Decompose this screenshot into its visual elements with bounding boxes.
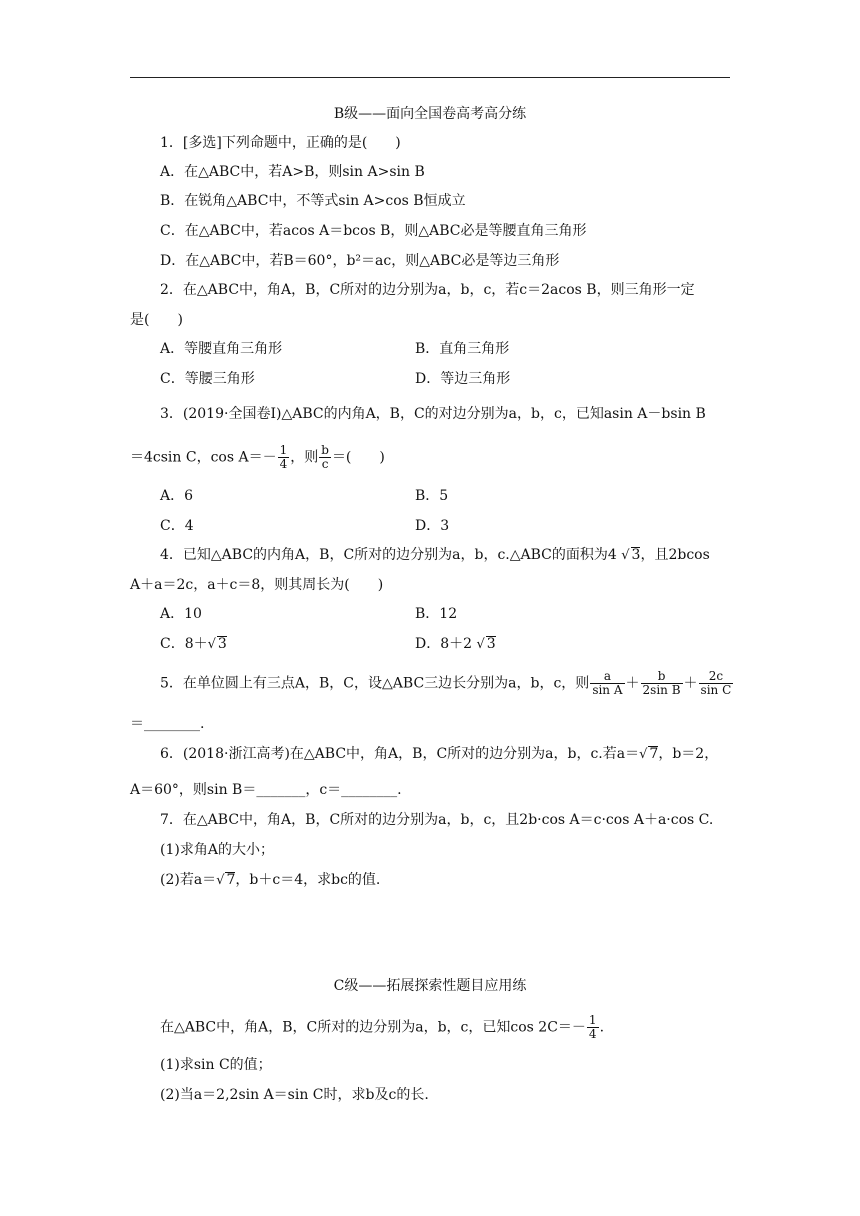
- q5-frac3-num: 2c: [699, 670, 734, 684]
- section-c-title: C级——拓展探索性题目应用练: [333, 978, 527, 994]
- section-c-frac-den: 4: [588, 1027, 597, 1041]
- q3-frac-den: 4: [279, 457, 288, 471]
- q6-stem-line1: 6．(2018·浙江高考)在△ABC中，角A，B，C所对的边分别为a，b，c.若a＝√ 7，b＝2，: [160, 746, 719, 762]
- q4-text-a: 4．已知△ABC的内角A，B，C所对的边分别为a，b，c.△ABC的面积为4: [160, 547, 617, 563]
- q4-option-d-text: D．8＋2: [415, 636, 473, 652]
- q4-option-c-text: C．8＋: [160, 636, 208, 652]
- q6-stem-line2: A＝60°，则sin B＝_______，c＝________.: [130, 782, 402, 798]
- q1-option-b: B．在锐角△ABC中，不等式sin A>cos B恒成立: [160, 193, 466, 209]
- q3-text-b: ，则: [290, 449, 319, 466]
- q5-frac3-den: sin C: [700, 683, 732, 697]
- q4-option-b: B．12: [415, 606, 458, 622]
- q3-option-a: A．6: [160, 488, 194, 504]
- q4-text-b: ，且2bcos: [640, 547, 710, 563]
- q2-option-a: A．等腰直角三角形: [160, 341, 283, 357]
- q3-frac-num: 1: [279, 443, 288, 457]
- q5-frac2: [641, 670, 683, 697]
- q3-fraction: [278, 444, 290, 471]
- q5-frac1-den: sin A: [592, 683, 623, 697]
- q5-frac1: [590, 670, 624, 697]
- section-b-title: B级——面向全国卷高考高分练: [333, 106, 527, 122]
- q2-option-d: D．等边三角形: [415, 371, 511, 387]
- q5-frac1-num: a: [590, 670, 624, 684]
- q1-option-d: D．在△ABC中，若B＝60°，b²＝ac，则△ABC必是等边三角形: [160, 253, 560, 269]
- q1-option-a: A．在△ABC中，若A>B，则sin A>sin B: [160, 164, 425, 180]
- q4-option-d-sqrt: 3: [486, 636, 496, 652]
- q7-part2-text-a: (2)若a＝: [160, 872, 217, 888]
- q6-text-b: ，b＝2，: [658, 746, 719, 762]
- q5-frac3: [699, 670, 734, 697]
- section-c-frac-num: 1: [588, 1013, 597, 1027]
- section-c-text-a: 在△ABC中，角A，B，C所对的边分别为a，b，c，已知cos 2C＝－: [160, 1019, 586, 1036]
- q7-part2-sqrt: 7: [226, 872, 236, 888]
- q4-option-d: D．8＋2 √ 3: [415, 636, 496, 652]
- q4-stem-line2: A＋a＝2c，a＋c＝8，则其周长为( ): [130, 577, 384, 593]
- q3-option-c: C．4: [160, 518, 194, 534]
- q3-fraction-bc: [319, 444, 331, 471]
- q7-part2-text-b: ，b＋c＝4，求bc的值.: [235, 872, 381, 888]
- q4-stem-line1: 4．已知△ABC的内角A，B，C所对的边分别为a，b，c.△ABC的面积为4 √ 3，且2bcos: [160, 547, 710, 563]
- section-c-fraction: [587, 1014, 599, 1041]
- q7-part1: (1)求角A的大小；: [160, 842, 274, 858]
- section-c-part1: (1)求sin C的值；: [160, 1057, 272, 1073]
- q3-stem-line2: [130, 444, 385, 471]
- q2-stem-line2: 是( ): [130, 312, 183, 328]
- q3-frac2-num: b: [321, 443, 329, 457]
- header-rule: [130, 77, 730, 78]
- q6-sqrt: 7: [649, 746, 659, 762]
- q7-stem: 7．在△ABC中，角A，B，C所对的边分别为a，b，c，且2b·cos A＝c·cos A＋a·cos C.: [160, 812, 714, 828]
- q4-option-c: C．8＋√ 3: [160, 636, 227, 652]
- q5-text: 5．在单位圆上有三点A，B，C，设△ABC三边长分别为a，b，c，则: [160, 675, 590, 692]
- q5-stem-line1: [160, 670, 734, 697]
- q3-option-d: D．3: [415, 518, 450, 534]
- q5-plus-2: ＋: [683, 675, 698, 692]
- q3-frac2-den: c: [321, 457, 329, 471]
- q4-sqrt: 3: [631, 547, 641, 563]
- q3-stem-line1: 3．(2019·全国卷Ⅰ)△ABC的内角A，B，C的对边分别为a，b，c，已知asin A－bsin B: [160, 406, 706, 422]
- q1-option-c: C．在△ABC中，若acos A＝bcos B，则△ABC必是等腰直角三角形: [160, 223, 587, 239]
- q6-text-a: 6．(2018·浙江高考)在△ABC中，角A，B，C所对的边分别为a，b，c.若a＝: [160, 746, 640, 762]
- q3-option-b: B．5: [415, 488, 449, 504]
- section-c-stem: [160, 1014, 604, 1041]
- q3-text-c: ＝( ): [331, 449, 385, 466]
- section-c-text-b: .: [599, 1019, 605, 1036]
- q7-part2: (2)若a＝√ 7，b＋c＝4，求bc的值.: [160, 872, 381, 888]
- q4-option-a: A．10: [160, 606, 202, 622]
- q5-plus-1: ＋: [625, 675, 640, 692]
- q5-stem-line2: ＝________.: [130, 716, 205, 732]
- q2-option-b: B．直角三角形: [415, 341, 510, 357]
- section-c-part2: (2)当a＝2,2sin A＝sin C时，求b及c的长.: [160, 1087, 429, 1103]
- q3-text-a: ＝4csin C，cos A＝－: [130, 449, 277, 466]
- q1-stem: 1．[多选]下列命题中，正确的是( ): [160, 135, 401, 151]
- q4-option-c-sqrt: 3: [217, 636, 227, 652]
- q2-option-c: C．等腰三角形: [160, 371, 255, 387]
- q5-frac2-num: b: [641, 670, 683, 684]
- q2-stem-line1: 2．在△ABC中，角A，B，C所对的边分别为a，b，c，若c＝2acos B，则三角形一定: [160, 282, 695, 298]
- q5-frac2-den: 2sin B: [642, 683, 681, 697]
